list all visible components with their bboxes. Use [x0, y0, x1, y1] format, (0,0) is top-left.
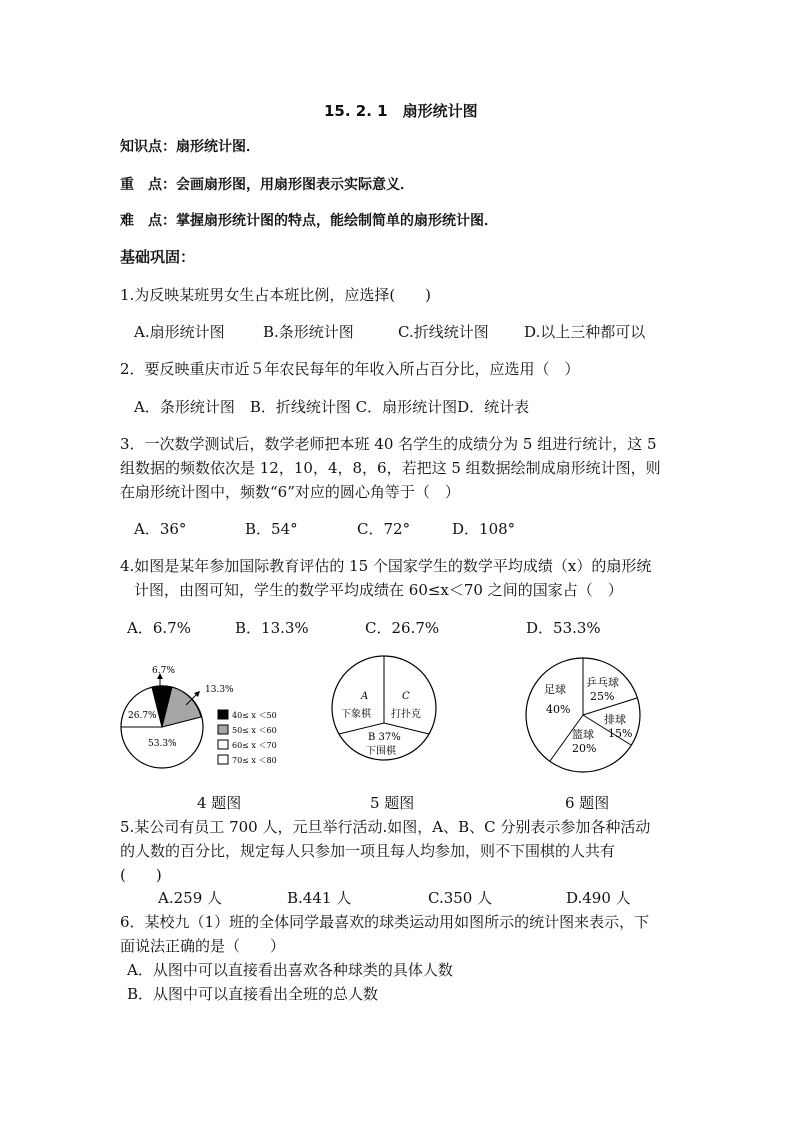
q5-stem-line-3: ( ) — [120, 866, 162, 884]
q5-option-d: D.490 人 — [566, 889, 631, 907]
q1-option-a: A.扇形统计图 — [134, 323, 225, 341]
q3-option-b: B．54° — [245, 520, 298, 538]
q1-option-d: D.以上三种都可以 — [524, 323, 646, 341]
fig4-label-53-3: 53.3% — [148, 739, 177, 749]
q6-stem-line-2: 面说法正确的是（ ） — [120, 937, 286, 955]
q6-stem-line-1: 6．某校九（1）班的全体同学最喜欢的球类运动用如图所示的统计图来表示，下 — [120, 913, 650, 931]
fig4-legend-1: 40≤ x ＜50 — [232, 711, 277, 720]
q1-stem: 1.为反映某班男女生占本班比例，应选择( ) — [120, 286, 432, 304]
q3-option-d: D．108° — [452, 520, 516, 538]
q4-option-a: A．6.7% — [127, 619, 191, 637]
fig6-label-basketball: 篮球 — [572, 728, 594, 741]
q2-stem: 2．要反映重庆市近５年农民每年的年收入所占百分比，应选用（ ） — [120, 360, 580, 378]
fig5-label-b-name: 下围棋 — [366, 746, 396, 757]
fig4-caption: 4 题图 — [197, 794, 242, 812]
fig4-legend-4: 70≤ x ＜80 — [232, 756, 277, 765]
fig6-label-pingpong-pct: 25% — [590, 690, 615, 703]
q3-stem-line-1: 3．一次数学测试后，数学老师把本班 40 名学生的成绩分为 5 组进行统计，这 5 — [120, 435, 657, 453]
fig5-label-a-name: 下象棋 — [341, 709, 371, 720]
fig4-label-26-7: 26.7% — [128, 711, 157, 721]
fig6-label-football: 足球 — [544, 683, 566, 696]
fig4-legend-3: 60≤ x ＜70 — [232, 741, 277, 750]
fig4-pie — [121, 666, 234, 768]
q5-stem-line-1: 5.某公司有员工 700 人，元旦举行活动.如图，A、B、C 分别表示参加各种活动 — [120, 818, 651, 836]
fig5-pie — [332, 656, 436, 760]
focus-point: 重 点：会画扇形图，用扇形图表示实际意义． — [120, 177, 414, 193]
fig5-label-c: C — [402, 691, 410, 702]
q3-stem-line-3: 在扇形统计图中，频数“6”对应的圆心角等于（ ） — [120, 483, 460, 501]
q4-option-d: D．53.3% — [526, 619, 601, 637]
fig6-caption: 6 题图 — [565, 794, 610, 812]
fig4-label-13-3: 13.3% — [205, 685, 234, 695]
q6-option-b: B．从图中可以直接看出全班的总人数 — [127, 985, 379, 1003]
q2-options: A．条形统计图 B．折线统计图 C．扇形统计图D．统计表 — [134, 398, 530, 416]
q5-option-a: A.259 人 — [158, 889, 222, 907]
knowledge-point: 知识点：扇形统计图． — [120, 139, 260, 155]
fig5-label-c-name: 打扑克 — [391, 709, 421, 720]
fig5-caption: 5 题图 — [370, 794, 415, 812]
q3-option-c: C．72° — [357, 520, 411, 538]
difficulty-point: 难 点：掌握扇形统计图的特点，能绘制简单的扇形统计图． — [120, 213, 498, 229]
q5-option-c: C.350 人 — [428, 889, 493, 907]
fig6-label-football-pct: 40% — [546, 703, 571, 716]
q6-option-a: A．从图中可以直接看出喜欢各种球类的具体人数 — [127, 961, 453, 979]
q3-stem-line-2: 组数据的频数依次是 12，10，4，8，6，若把这 5 组数据绘制成扇形统计图，则 — [120, 459, 661, 477]
q5-option-b: B.441 人 — [287, 889, 352, 907]
q4-stem-line-1: 4.如图是某年参加国际教育评估的 15 个国家学生的数学平均成绩（x）的扇形统 — [120, 557, 652, 575]
fig6-label-volleyball: 排球 — [604, 713, 626, 726]
q4-option-c: C．26.7% — [365, 619, 440, 637]
fig5-label-b: B 37% — [368, 732, 401, 743]
fig6-label-pingpong: 乒乓球 — [586, 676, 619, 689]
q4-option-b: B．13.3% — [235, 619, 309, 637]
q3-option-a: A．36° — [134, 520, 187, 538]
fig4-legend — [218, 710, 277, 765]
fig5-label-a: A — [361, 691, 369, 702]
figures-row — [0, 655, 794, 795]
page-title: 15. 2. 1 扇形统计图 — [324, 102, 478, 120]
q5-stem-line-2: 的人数的百分比，规定每人只参加一项且每人均参加，则不下围棋的人共有 — [120, 842, 616, 860]
section-heading: 基础巩固： — [120, 248, 196, 266]
fig4-label-6-7: 6.7% — [152, 666, 175, 676]
fig6-label-volleyball-pct: 15% — [608, 727, 633, 740]
fig4-legend-2: 50≤ x ＜60 — [232, 726, 277, 735]
fig6-pie — [526, 658, 640, 772]
q1-option-b: B.条形统计图 — [263, 323, 354, 341]
q4-stem-line-2: 计图，由图可知，学生的数学平均成绩在 60≤x＜70 之间的国家占（ ） — [134, 581, 623, 599]
fig6-label-basketball-pct: 20% — [572, 742, 597, 755]
q1-option-c: C.折线统计图 — [398, 323, 489, 341]
